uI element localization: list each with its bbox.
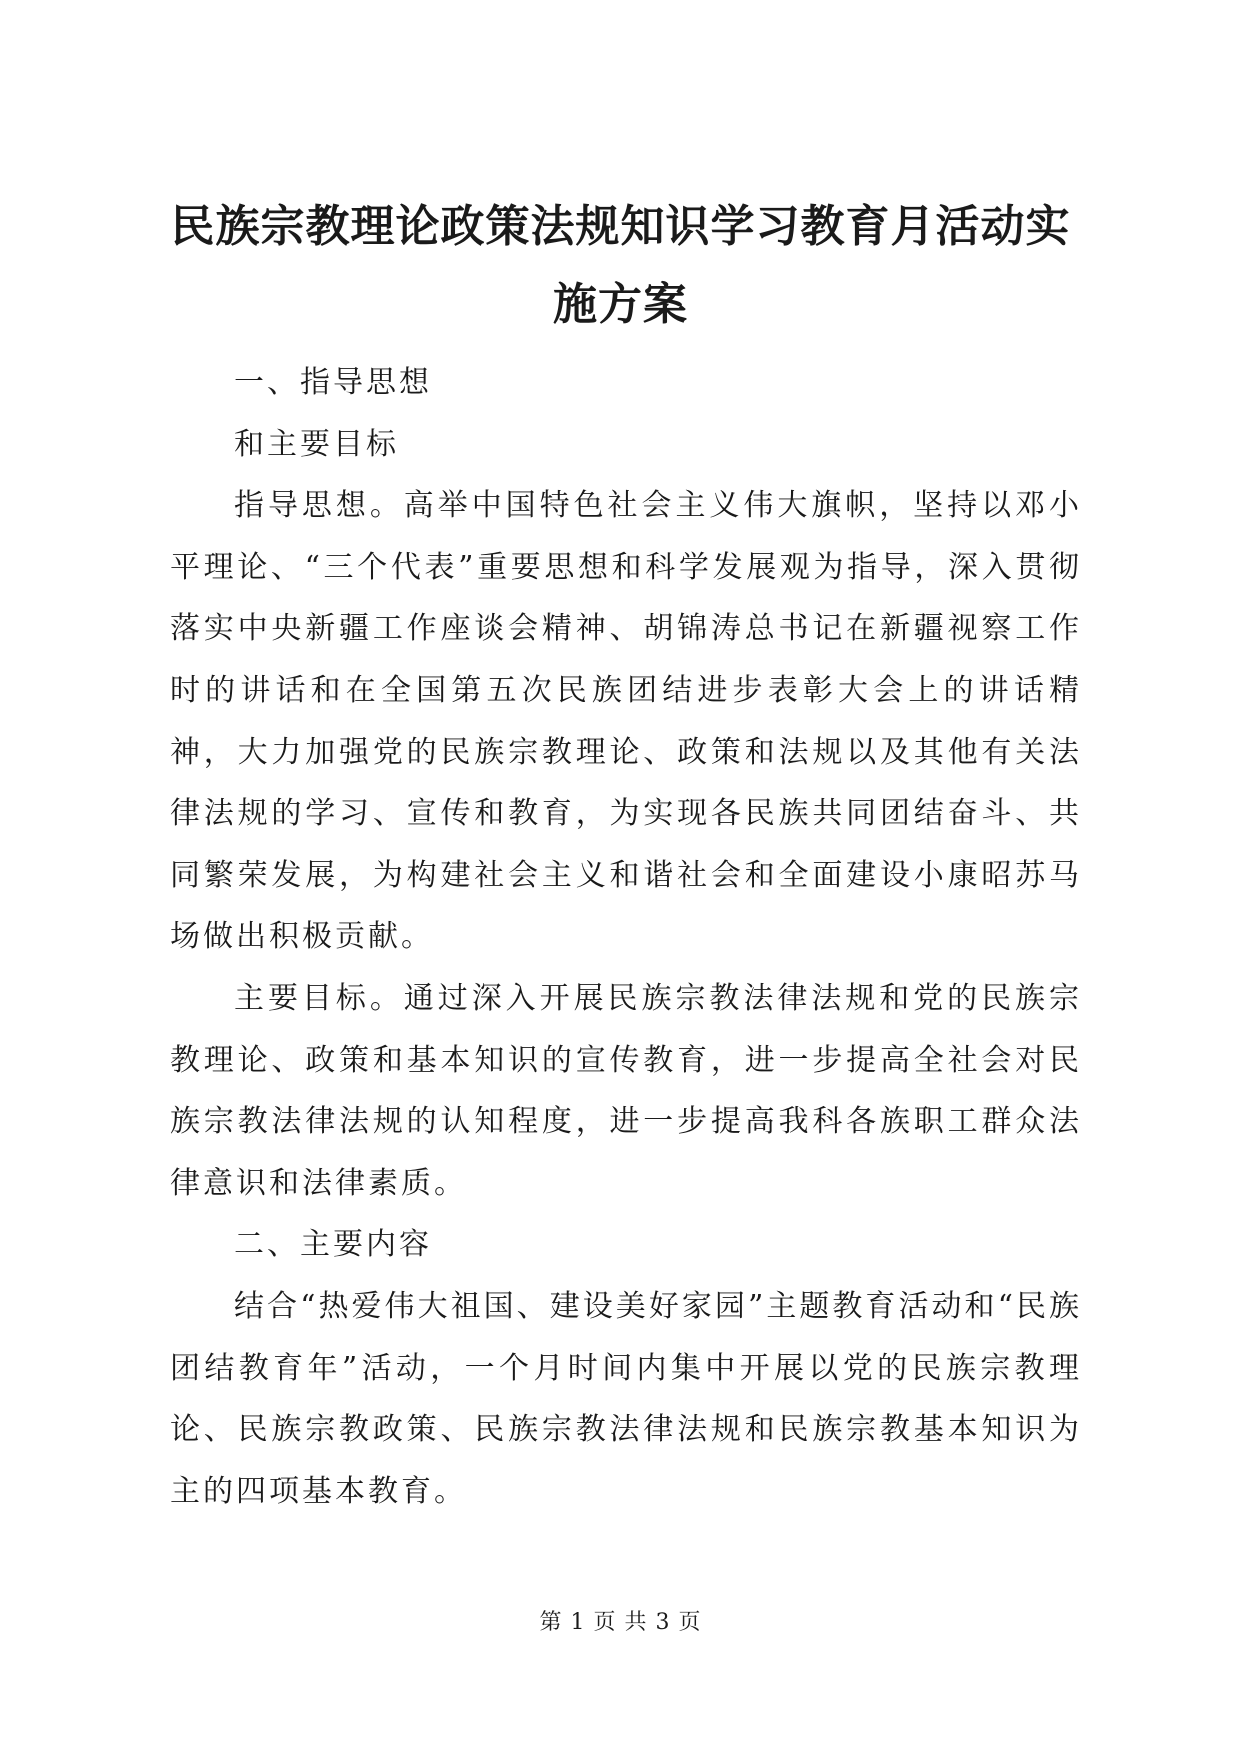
section-heading-main-goal: 和主要目标 xyxy=(234,426,399,462)
paragraph-main-goal: 主要目标。通过深入开展民族宗教法律法规和党的民族宗教理论、政策和基本知识的宣传教育，进一步提高全社会对民族宗教法律法规的认知程度，进一步提高我科各族职工群众法律意识和法律素质。 xyxy=(170,980,1082,1201)
paragraph-guiding-thought: 指导思想。高举中国特色社会主义伟大旗帜，坚持以邓小平理论、“三个代表”重要思想和科学发展观为指导，深入贯彻落实中央新疆工作座谈会精神、胡锦涛总书记在新疆视察工作时的讲话和在全国第五次民族团结进步表彰大会上的讲话精神，大力加强党的民族宗教理论、政策和法规以及其他有关法律法规的学习、宣传和教育，为实现各民族共同团结奋斗、共同繁荣发展，为构建社会主义和谐社会和全面建设小康昭苏马场做出积极贡献。 xyxy=(170,488,1082,955)
document-title: 民族宗教理论政策法规知识学习教育月活动实施方案 xyxy=(170,201,1071,330)
document-body xyxy=(170,352,1082,1522)
section-heading-guiding-thought: 一、指导思想 xyxy=(234,365,432,400)
paragraph-main-content: 结合“热爱伟大祖国、建设美好家园”主题教育活动和“民族团结教育年”活动，一个月时间内集中开展以党的民族宗教理论、民族宗教政策、民族宗教法律法规和民族宗教基本知识为主的四项基本教育。 xyxy=(170,1288,1082,1509)
page-number-footer: 第 1 页 共 3 页 xyxy=(539,1610,702,1635)
section-heading-main-content: 二、主要内容 xyxy=(234,1227,432,1263)
